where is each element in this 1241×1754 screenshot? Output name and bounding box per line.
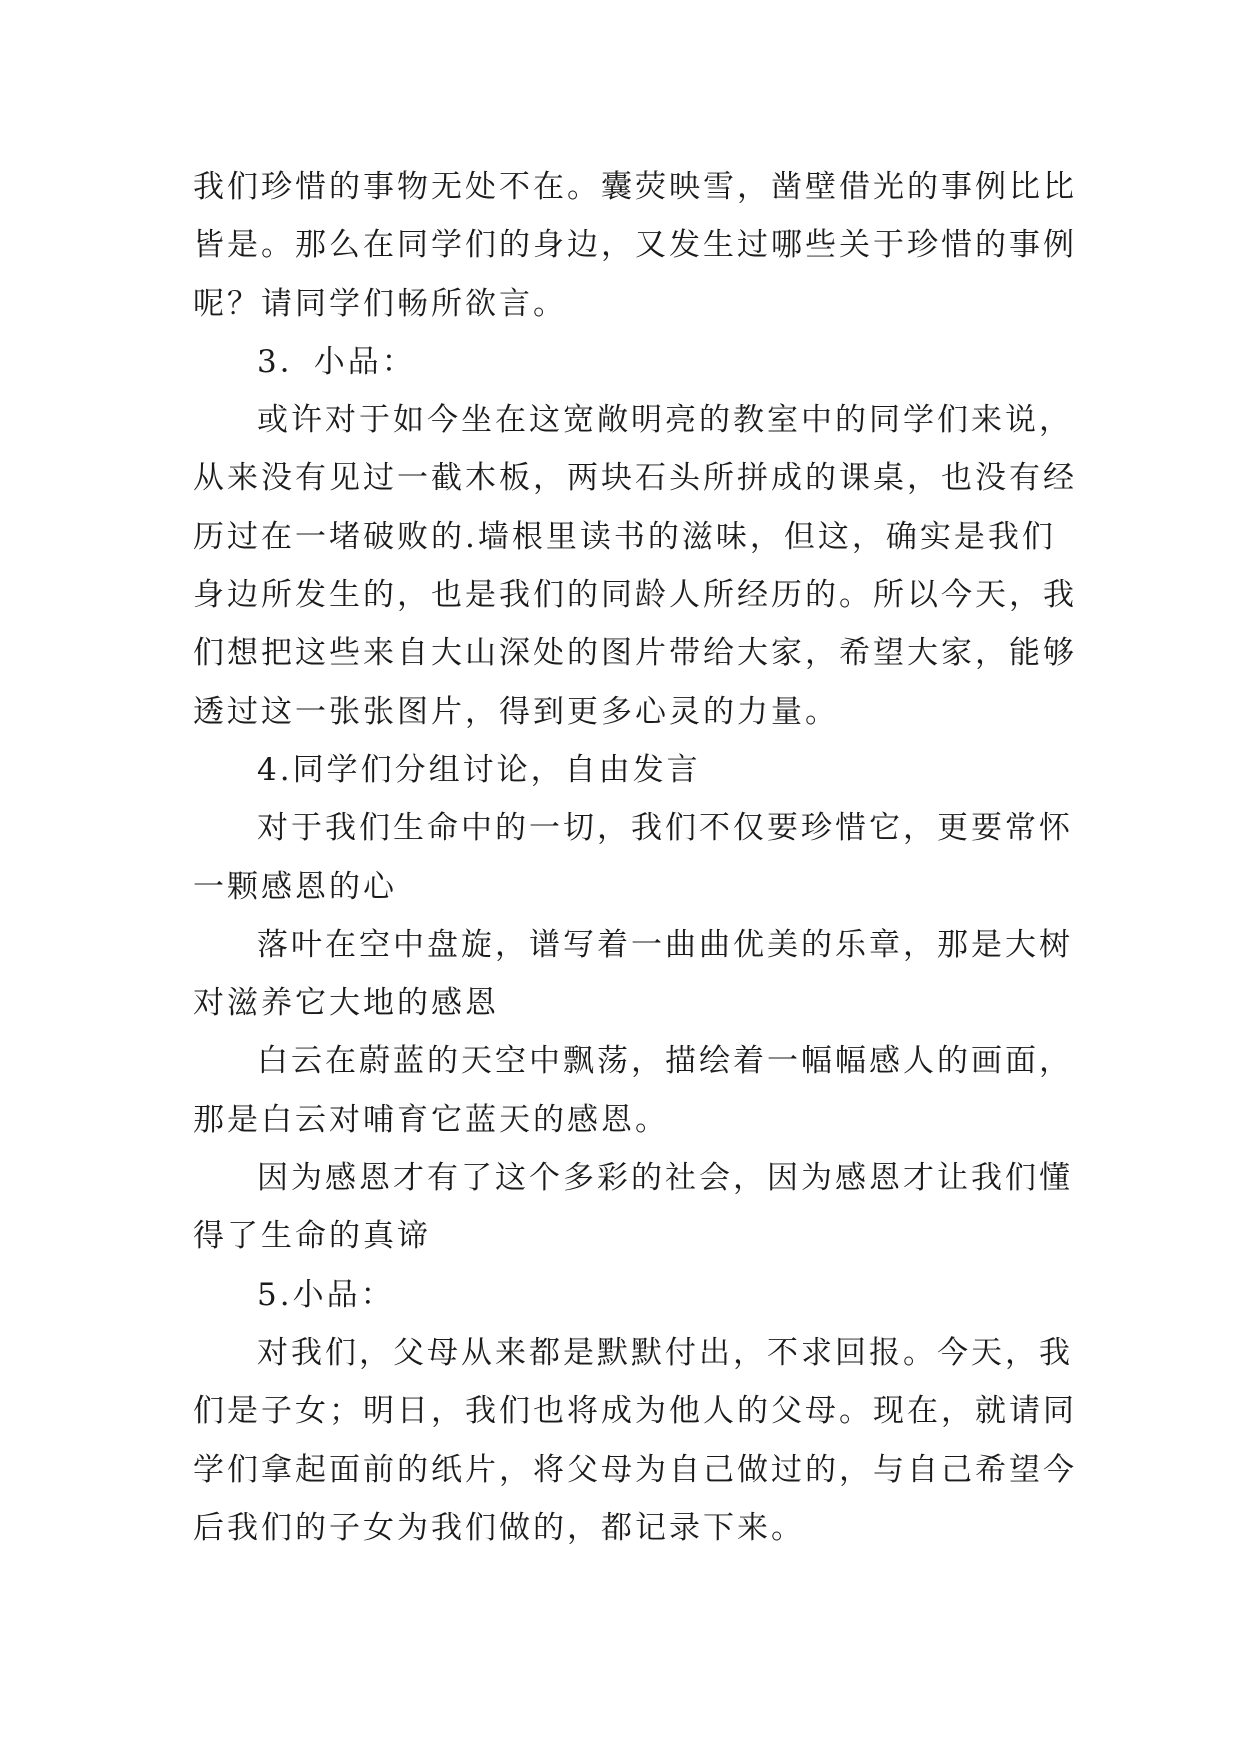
- paragraph-start: 对我们，父母从来都是默默付出，不求回报。今天，我: [257, 1334, 1073, 1371]
- section-heading: 5.小品：: [257, 1276, 395, 1313]
- text-line: 皆是。那么在同学们的身边，又发生过哪些关于珍惜的事例: [193, 227, 1077, 264]
- text-line: 们是子女；明日，我们也将成为他人的父母。现在，就请同: [193, 1393, 1077, 1430]
- text-line: 那是白云对哺育它蓝天的感恩。: [193, 1101, 669, 1138]
- text-line: 们想把这些来自大山深处的图片带给大家，希望大家，能够: [193, 635, 1077, 672]
- paragraph-start: 白云在蔚蓝的天空中飘荡，描绘着一幅幅感人的画面，: [257, 1043, 1073, 1080]
- text-line: 后我们的子女为我们做的，都记录下来。: [193, 1509, 805, 1546]
- text-line: 从来没有见过一截木板，两块石头所拼成的课桌，也没有经: [193, 460, 1077, 497]
- section-heading: 3．小品：: [257, 343, 416, 380]
- text-line: 一颗感恩的心: [193, 868, 397, 905]
- text-line: 我们珍惜的事物无处不在。囊荧映雪，凿壁借光的事例比比: [193, 169, 1077, 205]
- document-body: [193, 158, 1077, 1557]
- text-line: 学们拿起面前的纸片，将父母为自己做过的，与自己希望今: [193, 1451, 1077, 1488]
- text-line: 身边所发生的，也是我们的同龄人所经历的。所以今天，我: [193, 577, 1077, 614]
- paragraph-start: 落叶在空中盘旋，谱写着一曲曲优美的乐章，那是大树: [257, 926, 1073, 963]
- text-line: 呢？请同学们畅所欲言。: [193, 285, 567, 322]
- paragraph-start: 对于我们生命中的一切，我们不仅要珍惜它，更要常怀: [257, 810, 1073, 847]
- text-line: 得了生命的真谛: [193, 1218, 431, 1255]
- paragraph-start: 因为感恩才有了这个多彩的社会，因为感恩才让我们懂: [257, 1160, 1073, 1197]
- paragraph-start: 或许对于如今坐在这宽敞明亮的教室中的同学们来说，: [257, 402, 1073, 439]
- section-heading: 4.同学们分组讨论，自由发言: [257, 751, 701, 788]
- text-line: 历过在一堵破败的.墙根里读书的滋味，但这，确实是我们: [193, 518, 1056, 555]
- text-line: 透过这一张张图片，得到更多心灵的力量。: [193, 693, 839, 730]
- text-line: 对滋养它大地的感恩: [193, 985, 499, 1022]
